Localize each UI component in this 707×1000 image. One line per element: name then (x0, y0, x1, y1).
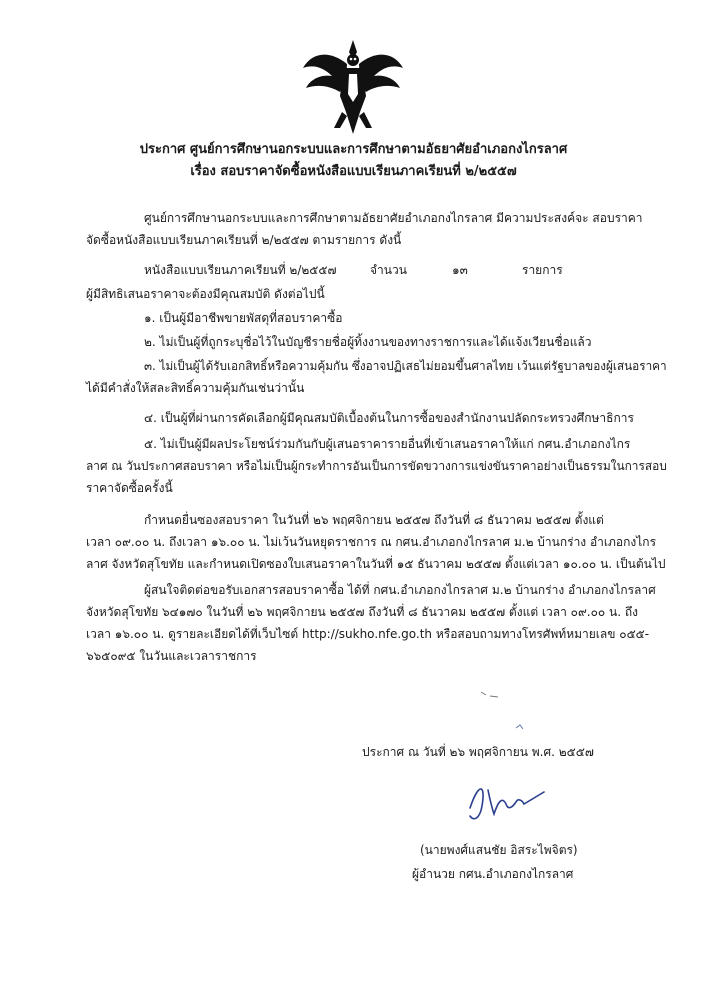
qualification-intro: ผู้มีสิทธิเสนอราคาจะต้องมีคุณสมบัติ ดังต่อไปนี้ (86, 287, 325, 301)
qualification-1: ๑. เป็นผู้มีอาชีพขายพัสดุที่สอบราคาซื้อ (144, 311, 343, 325)
qualification-5-line-2: ลาศ ณ วันประกาศสอบราคา หรือไม่เป็นผู้กระทำการอันเป็นการขัดขวางการแข่งขันราคาอย่างเป็นธรรมในการสอบ (86, 459, 667, 473)
date-line: ประกาศ ณ วันที่ ๒๖ พฤศจิกายน พ.ศ. ๒๕๕๗ (362, 745, 594, 759)
item-name: หนังสือแบบเรียนภาคเรียนที่ ๒/๒๕๕๗ (144, 263, 337, 277)
qualification-5-line-1: ๕. ไม่เป็นผู้มีผลประโยชน์ร่วมกันกับผู้เสนอราคารายอื่นที่เข้าเสนอราคาให้แก่ กศน.อำเภอกงไกร (144, 437, 631, 451)
qualification-3-line-2: ได้มีคำสั่งให้สละสิทธิ์ความคุ้มกันเช่นว่านั้น (86, 381, 305, 395)
item-unit: รายการ (522, 263, 563, 277)
title-line-1: ประกาศ ศูนย์การศึกษานอกระบบและการศึกษาตามอัธยาศัยอำเภอกงไกรลาศ (139, 142, 568, 157)
qualification-5-line-3: ราคาจัดซื้อครั้งนี้ (86, 481, 173, 495)
garuda-emblem-icon (300, 38, 406, 136)
contact-line-4: ๖๖๕๐๙๕ ในวันและเวลาราชการ (86, 649, 257, 663)
intro-line-1: ศูนย์การศึกษานอกระบบและการศึกษาตามอัธยาศัยอำเภอกงไกรลาศ มีความประสงค์จะ สอบราคา (144, 211, 643, 225)
signer-name: (นายพงศ์แสนชัย อิสระไพจิตร) (420, 843, 578, 857)
qualification-4: ๔. เป็นผู้ที่ผ่านการคัดเลือกผู้มีคุณสมบัติเบื้องต้นในการซื้อของสำนักงานปลัดกระทรวงศึกษาธิการ (144, 411, 634, 425)
deadline-line-2: เวลา ๐๙.๐๐ น. ถึงเวลา ๑๖.๐๐ น. ไม่เว้นวันหยุดราชการ ณ กศน.อำเภอกงไกรลาศ ม.๒ บ้านกร่าง อำเภอกงไกร (86, 535, 657, 549)
item-qty: ๑๓ (452, 263, 468, 277)
contact-line-1: ผู้สนใจติดต่อขอรับเอกสารสอบราคาซื้อ ได้ที่ กศน.อำเภอกงไกรลาศ ม.๒ บ้านกร่าง อำเภอกงไกรลาศ (144, 583, 656, 597)
stray-dot-icon (514, 722, 526, 732)
signer-title: ผู้อำนวย กศน.อำเภอกงไกรลาศ (412, 867, 574, 881)
signature-icon (460, 778, 550, 828)
intro-line-2: จัดซื้อหนังสือแบบเรียนภาคเรียนที่ ๒/๒๕๕๗ ตามรายการ ดังนี้ (86, 233, 402, 247)
item-qty-label: จำนวน (370, 263, 407, 277)
stray-mark-icon (480, 690, 500, 698)
title-line-2: เรื่อง สอบราคาจัดซื้อหนังสือแบบเรียนภาคเรียนที่ ๒/๒๕๕๗ (190, 164, 517, 179)
qualification-3-line-1: ๓. ไม่เป็นผู้ได้รับเอกสิทธิ์หรือความคุ้มกัน ซึ่งอาจปฏิเสธไม่ยอมขึ้นศาลไทย เว้นแต่รัฐบาลของผู้เสนอราคา (144, 359, 667, 373)
deadline-line-1: กำหนดยื่นซองสอบราคา ในวันที่ ๒๖ พฤศจิกายน ๒๕๕๗ ถึงวันที่ ๘ ธันวาคม ๒๕๕๗ ตั้งแต่ (144, 513, 604, 527)
contact-line-2: จังหวัดสุโขทัย ๖๔๑๗๐ ในวันที่ ๒๖ พฤศจิกายน ๒๕๕๗ ถึงวันที่ ๘ ธันวาคม ๒๕๕๗ ตั้งแต่ เวลา ๐๙.๐๐ น. ถึง (86, 605, 639, 619)
contact-line-3: เวลา ๑๖.๐๐ น. ดูรายละเอียดได้ที่เว็บไซต์ http://sukho.nfe.go.th หรือสอบถามทางโทรศัพท์หมายเลข ๐๕๕- (86, 627, 650, 641)
qualification-2: ๒. ไม่เป็นผู้ที่ถูกระบุชื่อไว้ในบัญชีรายชื่อผู้ทิ้งงานของทางราชการและได้แจ้งเวียนชื่อแล้ว (144, 335, 592, 349)
deadline-line-3: ลาศ จังหวัดสุโขทัย และกำหนดเปิดซองใบเสนอราคาในวันที่ ๑๕ ธันวาคม ๒๕๕๗ ตั้งแต่เวลา ๑๐.๐๐ น. เป็นต้นไป (86, 557, 666, 571)
